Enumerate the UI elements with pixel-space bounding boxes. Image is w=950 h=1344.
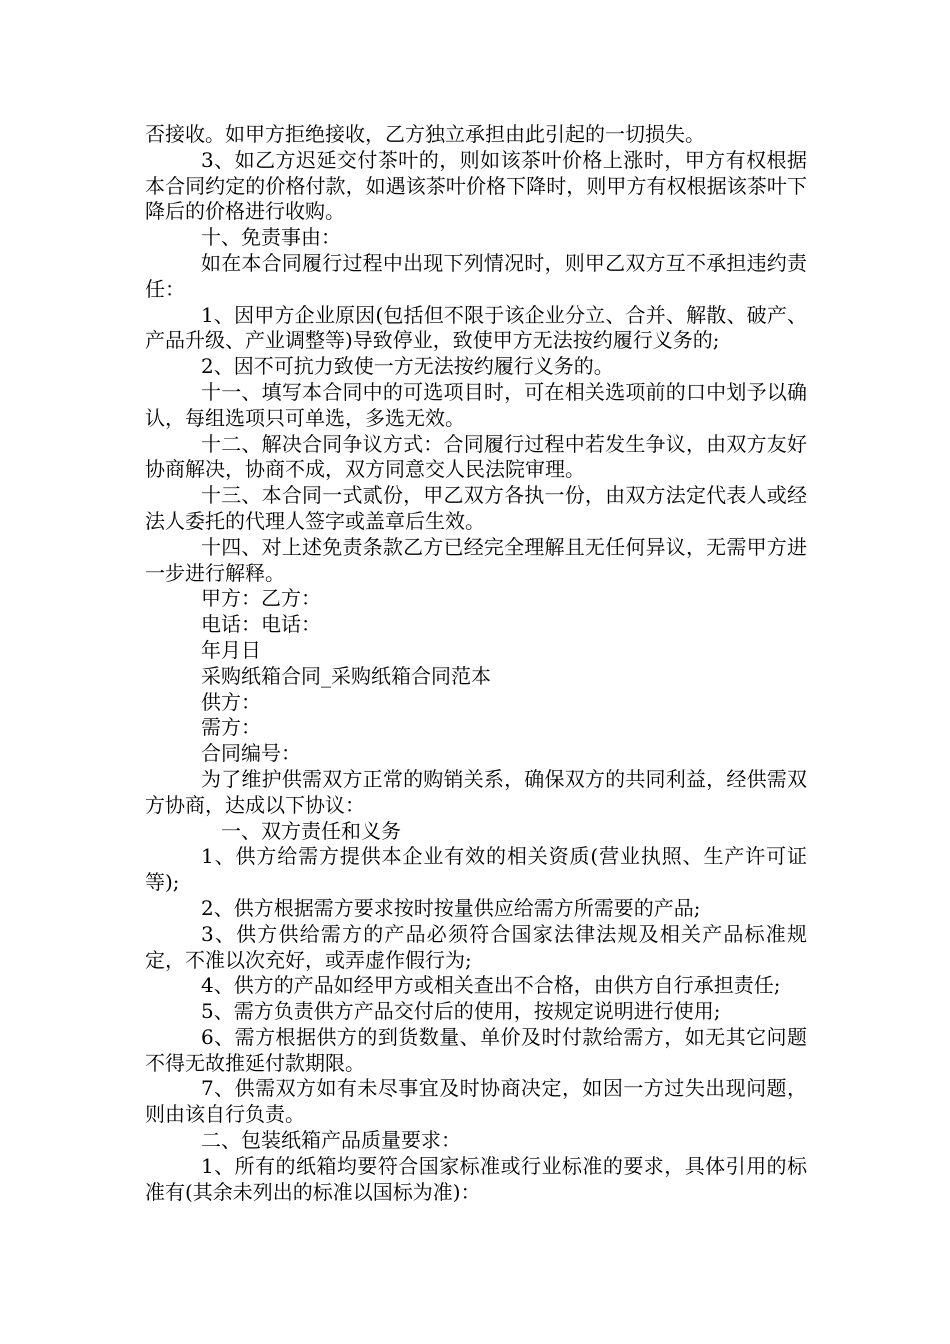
paragraph: 7、供需双方如有未尽事宜及时协商决定，如因一方过失出现问题，则由该自行负责。 xyxy=(145,1076,807,1127)
signature-party-line: 甲方：乙方： xyxy=(201,586,321,611)
paragraph: 4、供方的产品如经甲方或相关查出不合格，由供方自行承担责任; xyxy=(201,973,781,998)
paragraph: 否接收。如甲方拒绝接收，乙方独立承担由此引起的一切损失。 xyxy=(145,122,705,146)
signature-date-line: 年月日 xyxy=(201,637,261,662)
paragraph: 1、因甲方企业原因(包括但不限于该企业分立、合并、解散、破产、产品升级、产业调整等)导致停业，致使甲方无法按约履行义务的; xyxy=(145,302,807,353)
paragraph: 1、供方给需方提供本企业有效的相关资质(营业执照、生产许可证等); xyxy=(145,844,807,895)
paragraph: 2、因不可抗力致使一方无法按约履行义务的。 xyxy=(201,354,614,379)
buyer-line: 需方： xyxy=(201,715,261,740)
document-title: 采购纸箱合同_采购纸箱合同范本 xyxy=(201,663,491,688)
paragraph: 十四、对上述免责条款乙方已经完全理解且无任何异议，无需甲方进一步进行解释。 xyxy=(145,534,807,585)
section-heading: 二、包装纸箱产品质量要求： xyxy=(201,1128,461,1153)
paragraph: 为了维护供需双方正常的购销关系，确保双方的共同利益，经供需双方协商，达成以下协议： xyxy=(145,766,807,817)
paragraph: 6、需方根据供方的到货数量、单价及时付款给需方，如无其它问题不得无故推延付款期限。 xyxy=(145,1024,807,1075)
paragraph: 3、如乙方迟延交付茶叶的，则如该茶叶价格上涨时，甲方有权根据本合同约定的价格付款，如遇该茶叶价格下降时，则甲方有权根据该茶叶下降后的价格进行收购。 xyxy=(145,147,807,224)
paragraph: 1、所有的纸箱均要符合国家标准或行业标准的要求，具体引用的标准有(其余未列出的标准以国标为准)： xyxy=(145,1153,807,1204)
contract-number-line: 合同编号： xyxy=(201,741,301,766)
document-body xyxy=(145,122,807,1205)
section-heading: 十、免责事由： xyxy=(201,225,341,250)
paragraph: 十三、本合同一式贰份，甲乙双方各执一份，由双方法定代表人或经法人委托的代理人签字或盖章后生效。 xyxy=(145,483,807,533)
paragraph: 十二、解决合同争议方式：合同履行过程中若发生争议，由双方友好协商解决，协商不成，双方同意交人民法院审理。 xyxy=(145,431,807,482)
supplier-line: 供方： xyxy=(201,689,261,714)
paragraph: 5、需方负责供方产品交付后的使用，按规定说明进行使用; xyxy=(201,999,721,1024)
paragraph: 如在本合同履行过程中出现下列情况时，则甲乙双方互不承担违约责任： xyxy=(145,250,807,301)
paragraph: 十一、填写本合同中的可选项目时，可在相关选项前的口中划予以确认，每组选项只可单选，多选无效。 xyxy=(145,379,807,430)
paragraph: 2、供方根据需方要求按时按量供应给需方所需要的产品; xyxy=(201,895,701,920)
paragraph: 3、供方供给需方的产品必须符合国家法律法规及相关产品标准规定，不准以次充好，或弄虚作假行为; xyxy=(145,921,807,972)
signature-phone-line: 电话：电话： xyxy=(201,612,321,637)
section-heading: 一、双方责任和义务 xyxy=(221,818,401,843)
